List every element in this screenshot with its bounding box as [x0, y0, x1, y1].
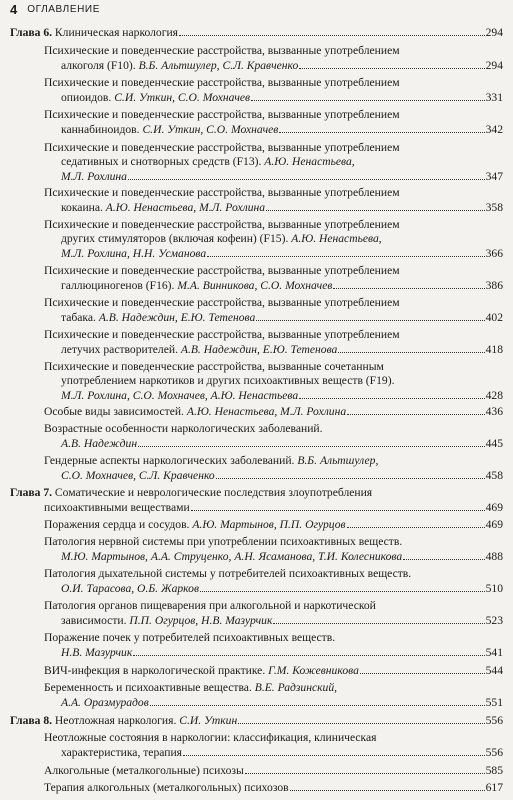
toc-entry-line — [61, 581, 503, 595]
toc-page-number: 342 — [485, 123, 503, 136]
toc-entry-text — [44, 731, 377, 744]
toc-title: Психические и поведенческие расстройства, вызванные употреблением — [44, 186, 400, 199]
toc-entry-text — [61, 170, 127, 184]
toc-entry-text — [61, 550, 402, 564]
toc-title: Патология дыхательной системы у потребителей психоактивных веществ. — [44, 567, 412, 580]
toc-page-number: 418 — [485, 343, 503, 356]
toc-authors: П.П. Огурцов, Н.В. Мазурчик — [129, 614, 273, 627]
toc-entry-text — [44, 681, 337, 694]
toc-entry-continuation — [44, 631, 335, 645]
toc-entry-text — [44, 76, 400, 89]
toc-entry-line — [61, 58, 503, 72]
toc-title: Психические и поведенческие расстройства, вызванные употреблением — [44, 328, 400, 341]
toc-entry-text — [61, 389, 298, 403]
toc-page-number: 523 — [485, 614, 503, 627]
toc-entry-line — [61, 342, 503, 356]
toc-entry-continuation — [44, 108, 400, 122]
toc-page-number: 585 — [485, 764, 503, 777]
toc-title: Психические и поведенческие расстройства, вызванные употреблением — [44, 141, 400, 154]
dot-leader — [256, 310, 484, 321]
toc-title: употреблением наркотиков и других психоактивных веществ (F19). — [61, 374, 395, 387]
toc-authors: С.И. Уткин — [179, 714, 238, 727]
toc-entry-text — [44, 501, 190, 515]
toc-title: Терапия алкогольных (металкогольных) психозов — [44, 781, 289, 794]
toc-page-number: 488 — [485, 550, 503, 563]
dot-leader — [138, 436, 485, 447]
toc-entry-text — [44, 518, 346, 532]
toc-entry-line — [61, 645, 503, 659]
toc-entry-line — [61, 613, 503, 627]
toc-title: Патология органов пищеварения при алкогольной и наркотической — [44, 599, 376, 612]
toc-entry-text — [44, 141, 400, 154]
toc-entry-continuation — [44, 296, 400, 310]
dot-leader — [238, 713, 484, 724]
toc-entry-text — [44, 599, 376, 612]
dot-leader — [133, 645, 484, 656]
toc-entry-line — [44, 404, 503, 418]
toc-authors: А.В. Надеждин — [61, 437, 138, 450]
toc-entry-text — [44, 44, 400, 57]
dot-leader — [251, 90, 485, 101]
toc-entry-line — [61, 436, 503, 450]
toc-page-number: 366 — [485, 247, 503, 260]
toc-entry-line — [61, 745, 503, 759]
toc-entry-text — [61, 59, 298, 73]
toc-authors: С.И. Уткин, С.О. Мохначев — [142, 123, 279, 136]
toc-entry-text — [44, 108, 400, 121]
toc-page-number: 551 — [485, 696, 503, 709]
toc-title: других стимуляторов (включая кофеин) (F15). — [61, 232, 292, 245]
dot-leader — [347, 517, 485, 528]
toc-entry-text — [10, 486, 372, 499]
toc-entry-line — [10, 713, 503, 727]
toc-entry-continuation — [44, 599, 376, 613]
toc-authors: В.Б. Альтшулер, — [297, 454, 379, 467]
toc-title: Психические и поведенческие расстройства, вызванные употреблением — [44, 108, 400, 121]
toc-entry-continuation — [10, 486, 372, 500]
toc-entry-text — [44, 764, 244, 778]
toc-title: Соматические и неврологические последствия злоупотребления — [52, 486, 373, 499]
toc-entry-text — [61, 469, 215, 483]
dot-leader — [179, 25, 485, 36]
toc-page-number: 347 — [485, 170, 503, 183]
toc-entry-line — [44, 763, 503, 777]
toc-entry-line — [44, 500, 503, 514]
toc-title: седативных и снотворных средств (F13). — [61, 155, 265, 168]
toc-page-number: 294 — [485, 26, 503, 39]
toc-page-number: 544 — [485, 664, 503, 677]
chapter-label: Глава 7. — [10, 486, 53, 499]
toc-title: Возрастные особенности наркологических заболеваний. — [44, 422, 323, 435]
toc-entry-text — [61, 374, 394, 387]
toc-entry-continuation — [44, 186, 400, 200]
chapter-label: Глава 8. — [10, 714, 53, 727]
toc-entry-line — [61, 310, 503, 324]
toc-entry-continuation — [44, 567, 411, 581]
toc-page-number: 436 — [485, 405, 503, 418]
toc-entry-text — [44, 535, 402, 548]
toc-authors: М.Л. Рохлина, Н.Н. Усманова — [61, 247, 207, 260]
toc-entry-text — [44, 360, 384, 373]
toc-entry-continuation — [44, 141, 400, 155]
toc-entry-line — [61, 246, 503, 260]
dot-leader — [128, 169, 485, 180]
dot-leader — [216, 468, 485, 479]
toc-entry-line — [61, 468, 503, 482]
dot-leader — [299, 58, 484, 69]
toc-entry-continuation — [61, 155, 355, 169]
toc-entry-text — [61, 746, 182, 760]
toc-authors: А.Ю. Ненастьева, М.Л. Рохлина — [105, 201, 266, 214]
dot-leader — [150, 695, 485, 706]
dot-leader — [183, 745, 485, 756]
toc-entry-continuation — [61, 374, 394, 388]
toc-entry-text — [44, 405, 346, 419]
page-number: 4 — [10, 2, 18, 17]
toc-entry-line — [10, 25, 503, 39]
toc-page-number: 386 — [485, 279, 503, 292]
toc-authors: А.В. Надеждин, Е.Ю. Тетенова — [180, 343, 338, 356]
toc-entry-continuation — [44, 535, 402, 549]
toc-page-number: 541 — [485, 646, 503, 659]
toc-entry-continuation — [44, 264, 400, 278]
toc-entry-text — [61, 155, 355, 168]
toc-title: Беременность и психоактивные вещества. — [44, 681, 255, 694]
toc-entry-continuation — [44, 422, 323, 436]
toc-entry-continuation — [44, 44, 400, 58]
toc-entry-text — [61, 311, 255, 325]
toc-entry-line — [61, 90, 503, 104]
toc-entry-text — [61, 646, 132, 660]
dot-leader — [299, 388, 484, 399]
toc-entry-line — [44, 517, 503, 531]
toc-entry-text — [61, 201, 265, 215]
toc-entry-text — [61, 696, 149, 710]
toc-title: Психические и поведенческие расстройства, вызванные употреблением — [44, 296, 400, 309]
toc-title: Гендерные аспекты наркологических заболеваний. — [44, 454, 298, 467]
toc-authors: М.Ю. Мартынов, А.А. Струценко, А.Н. Ясаманова, Т.И. Колесникова — [61, 550, 403, 563]
toc-title: Патология нервной системы при употреблении психоактивных веществ. — [44, 535, 403, 548]
toc-entry-line — [61, 122, 503, 136]
dot-leader — [347, 404, 484, 415]
toc-page-number: 331 — [485, 91, 503, 104]
toc-entry-text — [61, 247, 206, 261]
toc-page-number: 469 — [485, 501, 503, 514]
toc-authors: Г.М. Кожевникова — [268, 664, 359, 677]
toc-entry-text — [61, 614, 272, 628]
toc-authors: В.Е. Радзинский, — [254, 681, 338, 694]
toc-title: характеристика, терапия — [61, 746, 182, 759]
toc-entry-continuation — [44, 76, 400, 90]
toc-title: галлюциногенов (F16). — [61, 279, 178, 292]
toc-title: Поражения сердца и сосудов. — [44, 518, 193, 531]
toc-entry-text — [61, 279, 332, 293]
toc-entry-continuation — [44, 328, 400, 342]
toc-authors: М.Л. Рохлина — [61, 170, 127, 183]
toc-entry-text — [61, 123, 278, 137]
toc-entry-text — [44, 781, 289, 795]
dot-leader — [207, 246, 484, 257]
toc-title: кокаина. — [61, 201, 106, 214]
toc-title: зависимости. — [61, 614, 130, 627]
dot-leader — [338, 342, 484, 353]
running-title: ОГЛАВЛЕНИЕ — [27, 4, 100, 15]
toc-page-number: 556 — [485, 714, 503, 727]
toc-authors: С.О. Мохначев, С.Л. Кравченко — [61, 469, 215, 482]
dot-leader — [266, 200, 485, 211]
toc-authors: М.А. Винникова, С.О. Мохначев — [177, 279, 333, 292]
dot-leader — [333, 278, 484, 289]
toc-title: Психические и поведенческие расстройства, вызванные употреблением — [44, 264, 400, 277]
toc-title: опиоидов. — [61, 91, 115, 104]
toc-authors: С.И. Уткин, С.О. Мохначев — [114, 91, 251, 104]
dot-leader — [279, 122, 484, 133]
toc-authors: А.Ю. Мартынов, П.П. Огурцов — [192, 518, 346, 531]
toc-entry-continuation — [44, 731, 377, 745]
toc-title: летучих растворителей. — [61, 343, 181, 356]
toc-entry-line — [61, 388, 503, 402]
toc-entry-text — [61, 343, 337, 357]
toc-authors: А.Ю. Ненастьева, — [264, 155, 355, 168]
toc-entry-text — [61, 437, 137, 451]
toc-title: алкоголя (F10). — [61, 59, 139, 72]
toc-page-number: 445 — [485, 437, 503, 450]
toc-entry-line — [61, 169, 503, 183]
toc-entry-continuation — [44, 360, 384, 374]
toc-entry-text — [44, 567, 411, 580]
toc-authors: Н.В. Мазурчик — [61, 646, 133, 659]
toc-page-number: 294 — [485, 59, 503, 72]
toc-page-number: 428 — [485, 389, 503, 402]
toc-entry-line — [61, 549, 503, 563]
toc-authors: М.Л. Рохлина, С.О. Мохначев, А.Ю. Ненастьева — [61, 389, 299, 402]
toc-authors: А.А. Оразмурадов — [61, 696, 149, 709]
toc-entry-text — [44, 422, 323, 435]
toc-authors: А.Ю. Ненастьева, М.Л. Рохлина — [186, 405, 347, 418]
toc-title: Психические и поведенческие расстройства, вызванные употреблением — [44, 44, 400, 57]
toc-entry-text — [61, 582, 199, 596]
toc-entry-line — [61, 278, 503, 292]
toc-title: Неотложная наркология. — [52, 714, 180, 727]
toc-title: Алкогольные (металкогольные) психозы — [44, 764, 244, 777]
toc-entry-continuation — [44, 454, 378, 468]
toc-title: Психические и поведенческие расстройства, вызванные сочетанным — [44, 360, 384, 373]
toc-title: ВИЧ-инфекция в наркологической практике. — [44, 664, 269, 677]
toc-entry-text — [44, 218, 400, 231]
toc-title: табака. — [61, 311, 99, 324]
dot-leader — [200, 581, 485, 592]
dot-leader — [360, 663, 485, 674]
toc-entry-text — [44, 631, 335, 644]
toc-title: психоактивными веществами — [44, 501, 190, 514]
dot-leader — [403, 549, 484, 560]
toc-entry-continuation — [61, 232, 382, 246]
toc-page-number: 556 — [485, 746, 503, 759]
toc-entry-continuation — [44, 681, 337, 695]
toc-entry-text — [44, 186, 400, 199]
toc-entry-text — [10, 714, 237, 728]
toc-page-number: 458 — [485, 469, 503, 482]
toc-page-number: 617 — [485, 781, 503, 794]
toc-authors: О.И. Тарасова, О.Б. Жарков — [61, 582, 199, 595]
toc-page-number: 469 — [485, 518, 503, 531]
toc-authors: А.В. Надеждин, Е.Ю. Тетенова — [98, 311, 256, 324]
toc-entry-text — [44, 296, 400, 309]
toc-title: Психические и поведенческие расстройства, вызванные употреблением — [44, 76, 400, 89]
dot-leader — [273, 613, 484, 624]
toc-entry-line — [61, 695, 503, 709]
toc-entry-text — [44, 454, 378, 467]
toc-title: Клиническая наркология — [52, 26, 179, 39]
toc-entry-text — [44, 664, 359, 678]
toc-page-number: 510 — [485, 582, 503, 595]
toc-entry-text — [44, 264, 400, 277]
toc-entry-line — [44, 780, 503, 794]
chapter-label: Глава 6. — [10, 26, 53, 39]
toc-page-number: 402 — [485, 311, 503, 324]
toc-entry-text — [44, 328, 400, 341]
toc-title: Поражение почек у потребителей психоактивных веществ. — [44, 631, 336, 644]
toc-title: Особые виды зависимостей. — [44, 405, 187, 418]
toc-entry-text — [61, 91, 250, 105]
dot-leader — [290, 780, 485, 791]
toc-authors: А.Ю. Ненастьева, — [291, 232, 382, 245]
dot-leader — [245, 763, 485, 774]
toc-entry-continuation — [44, 218, 400, 232]
dot-leader — [191, 500, 485, 511]
toc-title: каннабиноидов. — [61, 123, 143, 136]
toc-title: Психические и поведенческие расстройства, вызванные употреблением — [44, 218, 400, 231]
toc-page-number: 358 — [485, 201, 503, 214]
toc-entry-line — [44, 663, 503, 677]
toc-entry-text — [10, 26, 178, 40]
toc-entry-text — [61, 232, 382, 245]
toc-entry-line — [61, 200, 503, 214]
toc-title: Неотложные состояния в наркологии: классификация, клиническая — [44, 731, 377, 744]
toc-authors: В.Б. Альтшулер, С.Л. Кравченко — [138, 59, 299, 72]
